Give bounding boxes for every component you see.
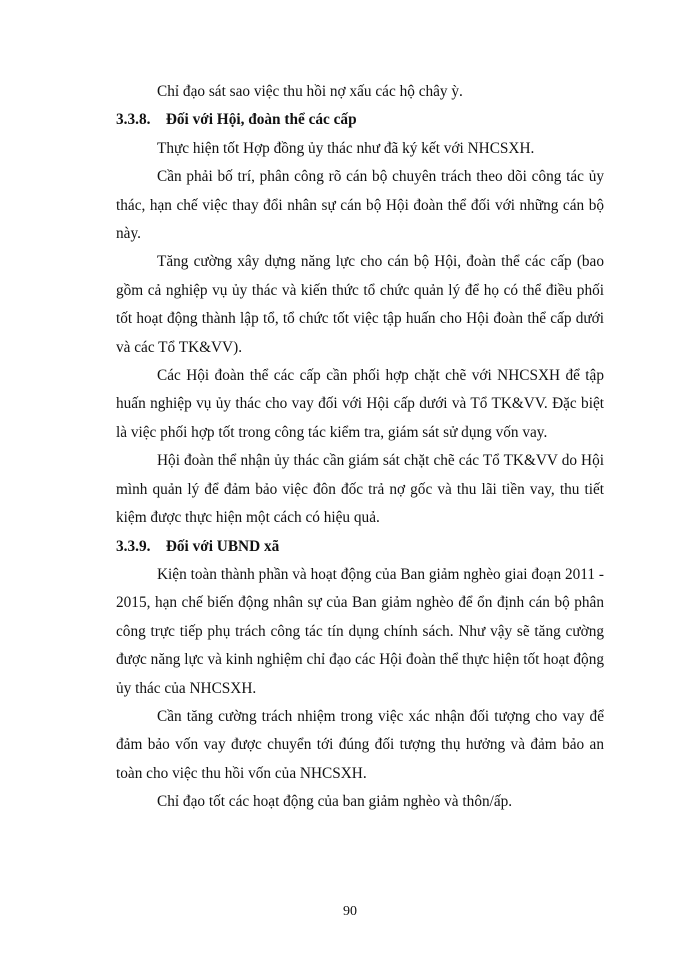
- section-number: 3.3.9.: [116, 537, 151, 555]
- section-heading-3-3-8: [116, 106, 604, 134]
- body-paragraph: Tăng cường xây dựng năng lực cho cán bộ Hội, đoàn thể các cấp (bao gồm cả nghiệp vụ ủy thác và kiến thức tổ chức quản lý để họ có thể điều phối tốt hoạt động thành lập tổ, tổ chức tốt việc tập huấn cho Hội đoàn thể cấp dưới và các Tổ TK&VV).: [116, 253, 604, 356]
- body-paragraph: Các Hội đoàn thể các cấp cần phối hợp chặt chẽ với NHCSXH để tập huấn nghiệp vụ ủy thác cho vay đối với Hội cấp dưới và Tổ TK&VV. Đặc biệt là việc phối hợp tốt trong công tác kiểm tra, giám sát sử dụng vốn vay.: [116, 367, 604, 441]
- body-paragraph: Cần tăng cường trách nhiệm trong việc xác nhận đối tượng cho vay để đảm bảo vốn vay được chuyển tới đúng đối tượng thụ hưởng và đảm bảo an toàn cho việc thu hồi vốn của NHCSXH.: [116, 707, 604, 782]
- document-page: [116, 78, 604, 817]
- body-paragraph: Thực hiện tốt Hợp đồng ủy thác như đã ký kết với NHCSXH.: [157, 139, 535, 157]
- section-number: 3.3.8.: [116, 111, 151, 129]
- body-paragraph: Hội đoàn thể nhận ủy thác cần giám sát chặt chẽ các Tổ TK&VV do Hội mình quản lý để đảm bảo việc đôn đốc trả nợ gốc và thu lãi tiền vay, thu tiết kiệm được thực hiện một cách có hiệu quả.: [116, 452, 604, 527]
- body-paragraph: Chỉ đạo tốt các hoạt động của ban giảm nghèo và thôn/ấp.: [157, 793, 513, 811]
- page-number: 90: [343, 904, 357, 919]
- section-title: Đối với Hội, đoàn thể các cấp: [165, 111, 357, 129]
- section-title: Đối với UBND xã: [165, 537, 280, 555]
- section-heading-3-3-9: [116, 533, 604, 561]
- body-paragraph: Cần phải bố trí, phân công rõ cán bộ chuyên trách theo dõi công tác ủy thác, hạn chế việc thay đổi nhân sự cán bộ Hội đoàn thể đối với những cán bộ này.: [116, 168, 604, 243]
- intro-paragraph: Chỉ đạo sát sao việc thu hồi nợ xấu các hộ chây ỳ.: [157, 83, 463, 100]
- body-paragraph: Kiện toàn thành phần và hoạt động của Ban giảm nghèo giai đoạn 2011 - 2015, hạn chế biến động nhân sự của Ban giảm nghèo để ổn định cán bộ phân công trực tiếp phụ trách công tác tín dụng chính sách. Như vậy sẽ tăng cường được năng lực và kinh nghiệm chỉ đạo các Hội đoàn thể thực hiện tốt hoạt động ủy thác của NHCSXH.: [116, 565, 604, 697]
